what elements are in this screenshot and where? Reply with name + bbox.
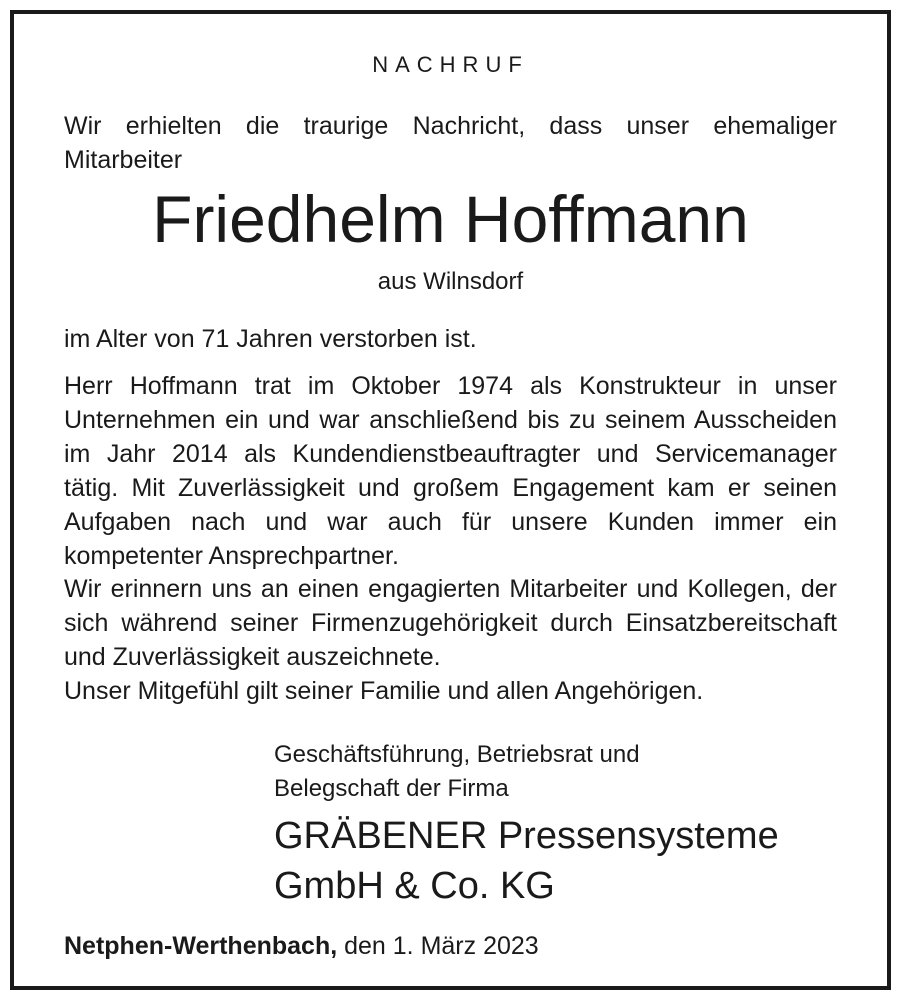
place-name: Netphen-Werthenbach, [64, 932, 338, 960]
signature-line-1: Geschäftsführung, Betriebsrat und [274, 741, 640, 768]
career-paragraph: Herr Hoffmann trat im Oktober 1974 als Konstrukteur in unser Unternehmen ein und war anschließend bis zu seinem Ausscheiden im Jahr 2014 als Kundendienstbeauftragter und Servicemanager tätig. Mit Zuverlässigkeit und großem Engagement kam er seinen Aufgaben nach und war auch für unsere Kunden immer ein kompetenter Ansprechpartner. [64, 372, 837, 570]
notice-frame [10, 10, 891, 990]
deceased-origin: aus Wilnsdorf [377, 268, 524, 295]
age-text: im Alter von 71 Jahren verstorben ist. [64, 325, 477, 353]
signature-line-2: Belegschaft der Firma [274, 775, 509, 802]
company-name-line-2: GmbH & Co. KG [274, 865, 555, 907]
place-date-line [64, 929, 539, 963]
date-text: den 1. März 2023 [337, 932, 539, 960]
condolence-paragraph: Unser Mitgefühl gilt seiner Familie und allen Angehörigen. [64, 677, 704, 705]
notice-heading: NACHRUF [372, 52, 529, 77]
memory-paragraph: Wir erinnern uns an einen engagierten Mitarbeiter und Kollegen, der sich während seiner Firmenzugehörigkeit durch Einsatzbereitschaft und Zuverlässigkeit auszeichnete. [64, 575, 837, 671]
deceased-name: Friedhelm Hoffmann [152, 182, 749, 256]
intro-text: Wir erhielten die traurige Nachricht, dass unser ehemaliger Mitarbeiter [64, 112, 837, 174]
company-name-line-1: GRÄBENER Pressensysteme [274, 815, 779, 857]
